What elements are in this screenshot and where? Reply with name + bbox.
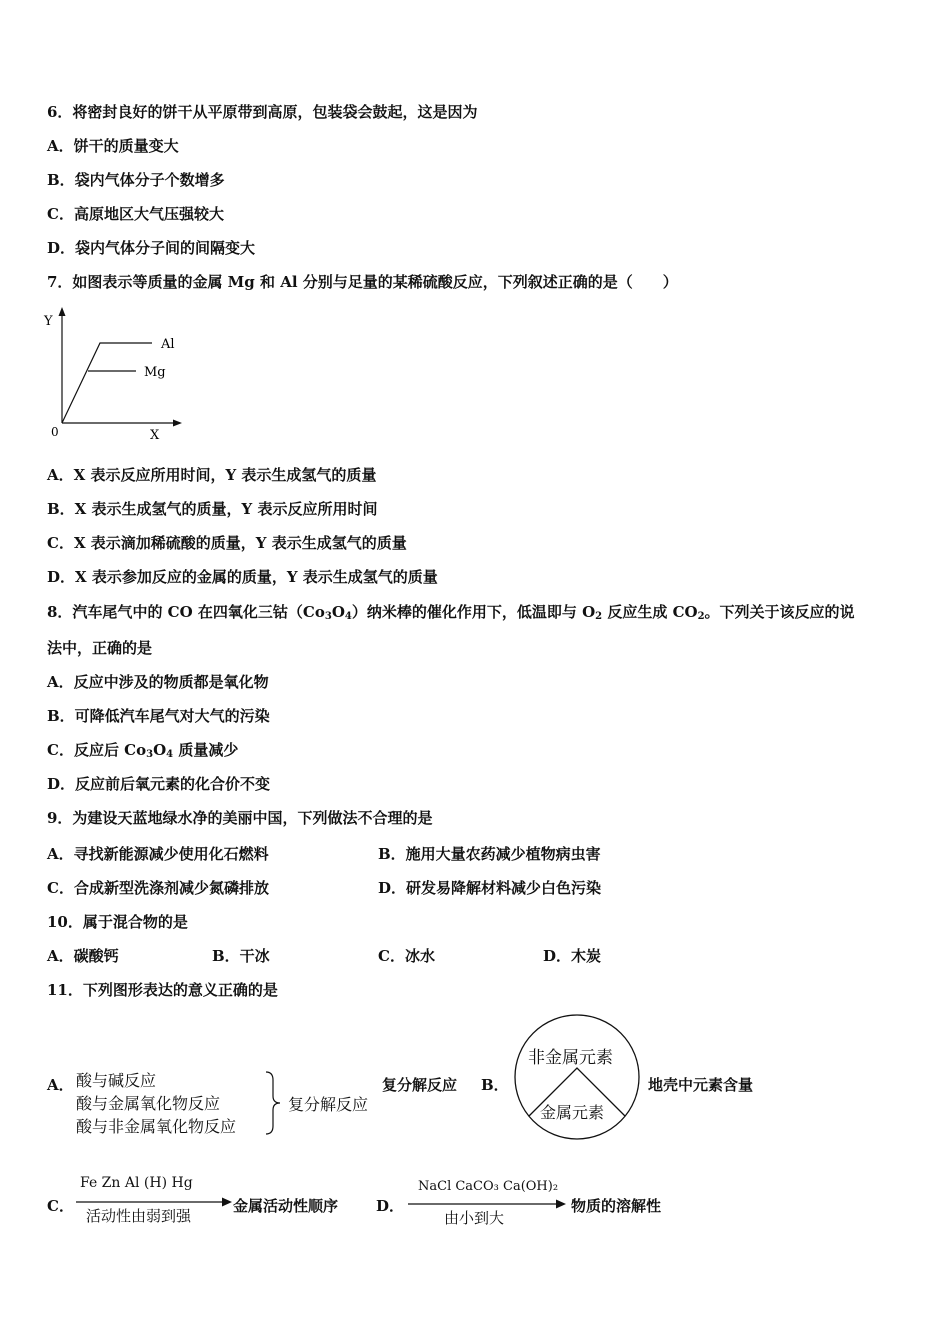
q11-a-caption: 复分解反应 (382, 1076, 458, 1094)
q6-option-d: D．袋内气体分子间的间隔变大 (47, 239, 256, 257)
q7-x-label: X (150, 428, 160, 443)
q11-d-letter: D． (376, 1197, 405, 1215)
q6-option-c: C．高原地区大气压强较大 (47, 205, 224, 223)
q8-option-c: C．反应后 $Co_3O_4$ 质量减少 (47, 741, 239, 760)
q11-b-letter: B． (481, 1076, 509, 1094)
q7-stem: 7．如图表示等质量的金属 Mg 和 Al 分别与足量的某稀硫酸反应，下列叙述正确的是（ ） (47, 273, 678, 291)
q11-a-brace (262, 1070, 284, 1136)
q9-option-d: D．研发易降解材料减少白色污染 (378, 879, 602, 897)
q11-a-brace-label: 复分解反应 (288, 1095, 369, 1114)
q8-option-d: D．反应前后氧元素的化合价不变 (47, 775, 271, 793)
q8-stem: 8．汽车尾气中的 CO 在四氧化三钴$(Co_3O_4)$纳米棒的催化作用下，低温即与 $O_2$ 反应生成 $CO_2$。下列关于该反应的说 (47, 603, 855, 622)
q9-option-a: A．寻找新能源减少使用化石燃料 (47, 845, 269, 863)
q11-a-letter: A． (47, 1076, 74, 1094)
q11-stem: 11．下列图形表达的意义正确的是 (47, 981, 278, 999)
q6-stem: 6．将密封良好的饼干从平原带到高原，包装袋会鼓起，这是因为 (47, 103, 478, 121)
q8-stem-line2: 法中，正确的是 (47, 639, 153, 657)
q11-b-bottom-label: 金属元素 (540, 1103, 605, 1122)
q10-option-c: C．冰水 (378, 947, 435, 965)
q11-c-caption: 金属活动性顺序 (233, 1197, 339, 1215)
q7-line-al (62, 343, 152, 423)
q10-option-b: B．干冰 (212, 947, 270, 965)
q11-d-bottom-label: 由小到大 (444, 1209, 505, 1227)
q11-a-item-3: 酸与非金属氧化物反应 (76, 1117, 237, 1136)
q11-d-caption: 物质的溶解性 (571, 1197, 662, 1215)
q7-option-a: A．X 表示反应所用时间，Y 表示生成氢气的质量 (47, 466, 377, 484)
q7-option-d: D．X 表示参加反应的金属的质量，Y 表示生成氢气的质量 (47, 568, 438, 586)
q9-option-c: C．合成新型洗涤剂减少氮磷排放 (47, 879, 269, 897)
q11-d-top-label: NaCl CaCO₃ Ca(OH)₂ (418, 1179, 559, 1194)
q6-option-a: A．饼干的质量变大 (47, 137, 179, 155)
q7-graph (40, 305, 190, 450)
q10-stem: 10．属于混合物的是 (47, 913, 188, 931)
q11-a-item-2: 酸与金属氧化物反应 (76, 1094, 221, 1113)
q7-y-label: Y (44, 314, 53, 329)
q10-option-a: A．碳酸钙 (47, 947, 119, 965)
q7-option-b: B．X 表示生成氢气的质量，Y 表示反应所用时间 (47, 500, 378, 518)
q9-stem: 9．为建设天蓝地绿水净的美丽中国，下列做法不合理的是 (47, 809, 433, 827)
q11-b-top-label: 非金属元素 (528, 1048, 613, 1068)
q11-c-top-label: Fe Zn Al (H) Hg (80, 1175, 193, 1191)
q6-option-b: B．袋内气体分子个数增多 (47, 171, 225, 189)
q7-option-c: C．X 表示滴加稀硫酸的质量，Y 表示生成氢气的质量 (47, 534, 407, 552)
q11-c-bottom-label: 活动性由弱到强 (86, 1207, 192, 1225)
q7-x-arrow (173, 420, 182, 427)
q7-series-mg: Mg (144, 365, 166, 380)
q10-option-d: D．木炭 (543, 947, 602, 965)
q7-series-al: Al (161, 337, 175, 352)
q7-origin: 0 (51, 425, 59, 439)
q11-c-letter: C． (47, 1197, 74, 1215)
q7-y-arrow (59, 307, 66, 316)
q11-a-item-1: 酸与碱反应 (76, 1071, 157, 1090)
q9-option-b: B．施用大量农药减少植物病虫害 (378, 845, 601, 863)
q8-option-b: B．可降低汽车尾气对大气的污染 (47, 707, 270, 725)
q11-b-caption: 地壳中元素含量 (648, 1076, 754, 1094)
q8-option-a: A．反应中涉及的物质都是氧化物 (47, 673, 269, 691)
